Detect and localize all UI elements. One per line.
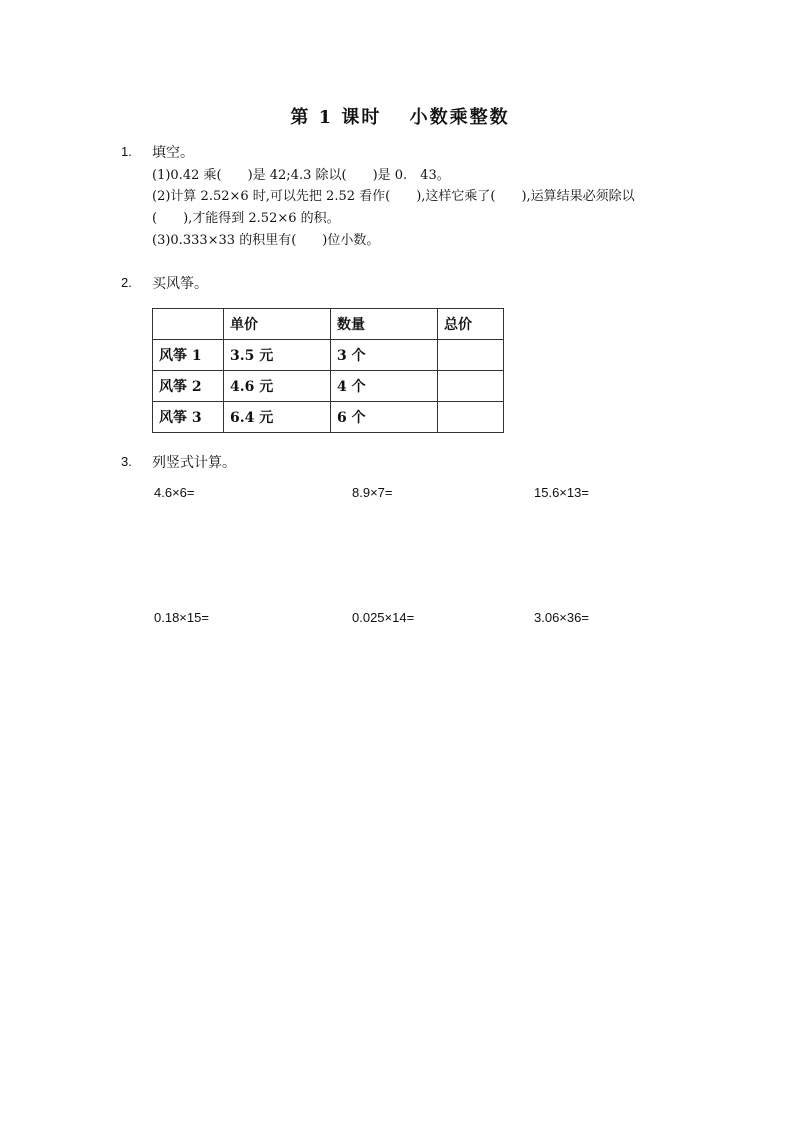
table-cell: 风筝 3 [153, 402, 224, 433]
question-1-line-1: (1)0.42 乘( )是 42;4.3 除以( )是 0. 43。 [152, 168, 450, 183]
table-header-row [153, 309, 504, 340]
question-1-line-4: (3)0.333×33 的积里有( )位小数。 [152, 233, 380, 248]
calc-item: 15.6×13= [534, 485, 589, 500]
question-1-line-3: ( ),才能得到 2.52×6 的积。 [152, 211, 340, 226]
table-row [153, 340, 504, 371]
question-1-number: 1. [121, 144, 132, 159]
table-header-cell: 数量 [331, 309, 438, 340]
table-header-cell: 单价 [224, 309, 331, 340]
page-title: 第 1 课时 小数乘整数 [290, 107, 510, 128]
table-cell: 风筝 2 [153, 371, 224, 402]
table-header-cell: 总价 [438, 309, 504, 340]
table-cell: 3 个 [331, 340, 438, 371]
calc-item: 3.06×36= [534, 610, 589, 625]
table-cell: 6.4 元 [224, 402, 331, 433]
table-row [153, 371, 504, 402]
question-2-title: 买风筝。 [152, 276, 208, 292]
table-cell: 4 个 [331, 371, 438, 402]
table-header-cell [153, 309, 224, 340]
calc-item: 4.6×6= [154, 485, 195, 500]
table-cell: 4.6 元 [224, 371, 331, 402]
table-row [153, 402, 504, 433]
table-cell-answer[interactable] [438, 402, 504, 433]
question-3-number: 3. [121, 454, 132, 469]
table-cell-answer[interactable] [438, 371, 504, 402]
kite-price-table [152, 308, 504, 433]
table-cell: 风筝 1 [153, 340, 224, 371]
calc-item: 0.025×14= [352, 610, 415, 625]
table-cell: 6 个 [331, 402, 438, 433]
table-cell: 3.5 元 [224, 340, 331, 371]
table-cell-answer[interactable] [438, 340, 504, 371]
question-2-number: 2. [121, 275, 132, 290]
question-1-title: 填空。 [152, 145, 194, 161]
calc-item: 8.9×7= [352, 485, 393, 500]
question-3-title: 列竖式计算。 [152, 455, 236, 471]
calc-item: 0.18×15= [154, 610, 209, 625]
question-1-line-2: (2)计算 2.52×6 时,可以先把 2.52 看作( ),这样它乘了( ),运算结果必须除以 [152, 189, 635, 204]
